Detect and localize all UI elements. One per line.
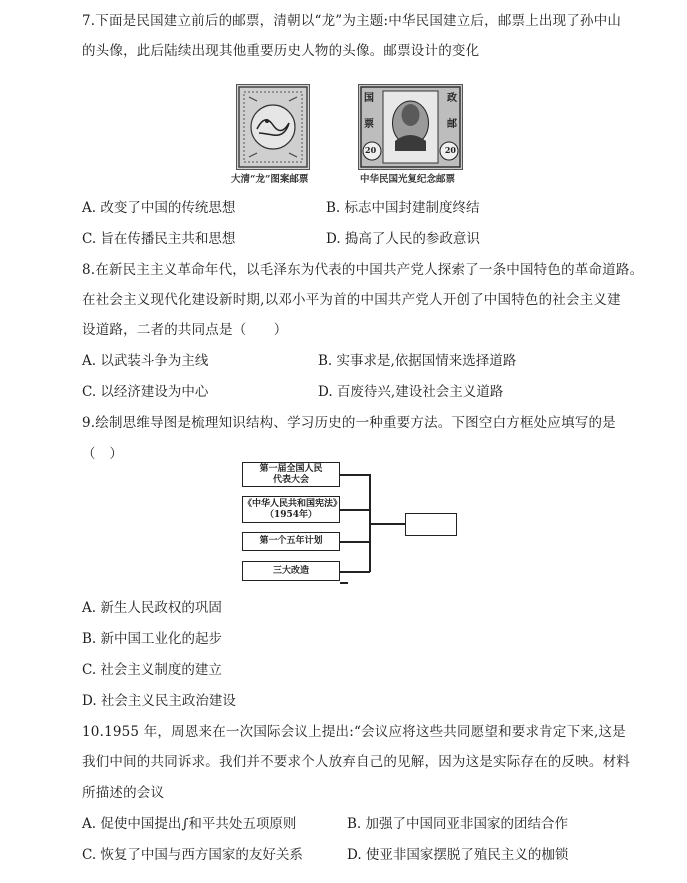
q10-text-line2: 我们中间的共同诉求。我们并不要求个人放弃自己的见解，因为这是实际存在的反映。材料: [82, 754, 630, 770]
mind-map-box-npc: [242, 462, 340, 487]
connector-2: [340, 509, 370, 511]
dragon-stamp-art: [237, 85, 309, 169]
republic-stamp-image: [358, 84, 463, 170]
q7-option-c[interactable]: C. 旨在传播民主共和思想: [82, 231, 236, 247]
q10-option-b[interactable]: B. 加强了中国同亚非国家的团结合作: [347, 816, 569, 832]
q9-text-line2: （ ）: [82, 446, 124, 462]
q7-text-line2: 的头像，此后陆续出现其他重要历史人物的头像。邮票设计的变化: [82, 43, 480, 59]
connector-1: [340, 474, 370, 476]
stamp-char-top-left: 国: [364, 93, 374, 104]
q8-text-line1: 8.在新民主主义革命年代，以毛泽东为代表的中国共产党人探索了一条中国特色的革命道路。: [82, 262, 644, 278]
q9-option-c[interactable]: C. 社会主义制度的建立: [82, 662, 222, 678]
connector-4: [340, 571, 370, 573]
dragon-stamp-caption: 大清“龙”图案邮票: [231, 174, 309, 185]
dragon-stamp-image: [236, 84, 310, 170]
republic-stamp-caption: 中华民国光复纪念邮票: [360, 174, 456, 185]
connector-to-blank: [369, 523, 405, 525]
mind-map-blank-box[interactable]: [405, 513, 457, 536]
mind-map-box-five-year-plan: 第一个五年计划: [242, 532, 340, 551]
q10-option-c[interactable]: C. 恢复了中国与西方国家的友好关系: [82, 847, 303, 863]
q9-text-line1: 9.绘制思维导图是梳理知识结构、学习历史的一种重要方法。下图空白方框处应填写的是: [82, 415, 616, 431]
q7-option-d[interactable]: D. 搗高了人民的参政意识: [326, 231, 480, 247]
q9-option-a[interactable]: A. 新生人民政权的巩固: [82, 600, 222, 616]
q10-option-a[interactable]: A. 促使中国提出∫和平共处五项原则: [82, 816, 297, 832]
stamp-char-mid-right: 邮: [447, 119, 457, 130]
box-npc-line1: 第一届全国人民: [259, 463, 323, 474]
q10-text-line3: 所描述的会议: [82, 785, 165, 801]
q8-option-a[interactable]: A. 以武装斗争为主线: [82, 353, 209, 369]
q8-option-b[interactable]: B. 实事求是,依据国情来选择道路: [318, 353, 517, 369]
q8-text-line2: 在社会主义现代化建设新时期,以邓小平为首的中国共产党人开创了中国特色的社会主义建: [82, 292, 621, 308]
stamp-char-mid-left: 票: [364, 119, 374, 130]
connector-tail: [340, 582, 348, 584]
stamp-value-left: 20: [365, 145, 377, 155]
stamp-value-right: 20: [444, 145, 456, 155]
mind-map-box-constitution: [242, 496, 343, 523]
mind-map-box-three-transformations: 三大改造: [242, 561, 340, 581]
q8-option-c[interactable]: C. 以经济建设为中心: [82, 384, 209, 400]
q9-option-b[interactable]: B. 新中国工业化的起步: [82, 631, 223, 647]
q10-option-d[interactable]: D. 使亚非国家摆脱了殖民主义的枷锁: [347, 847, 569, 863]
box-npc-line2: 代表大会: [272, 474, 309, 485]
stamp-char-top-right: 政: [447, 93, 457, 104]
q7-option-b[interactable]: B. 标志中国封建制度终结: [326, 200, 480, 216]
connector-3: [340, 541, 370, 543]
q8-option-d[interactable]: D. 百废待兴,建设社会主义道路: [318, 384, 504, 400]
q7-option-a[interactable]: A. 改变了中国的传统思想: [82, 200, 236, 216]
box-constitution-line2: （1954年）: [264, 509, 318, 520]
box-constitution-line1: 《中华人民共和国宪法》: [243, 498, 343, 509]
q7-text-line1: 7.下面是民国建立前后的邮票，清朝以“龙”为主题:中华民国建立后，邮票上出现了孙中山: [82, 13, 622, 29]
q8-text-line3: 设道路，二者的共同点是（ ）: [82, 322, 288, 338]
q10-text-line1: 10.1955 年，周恩来在一次国际会议上提出:“会议应将这些共同愿望和要求肯定下来,这是: [82, 724, 626, 740]
q9-option-d[interactable]: D. 社会主义民主政治建设: [82, 693, 236, 709]
